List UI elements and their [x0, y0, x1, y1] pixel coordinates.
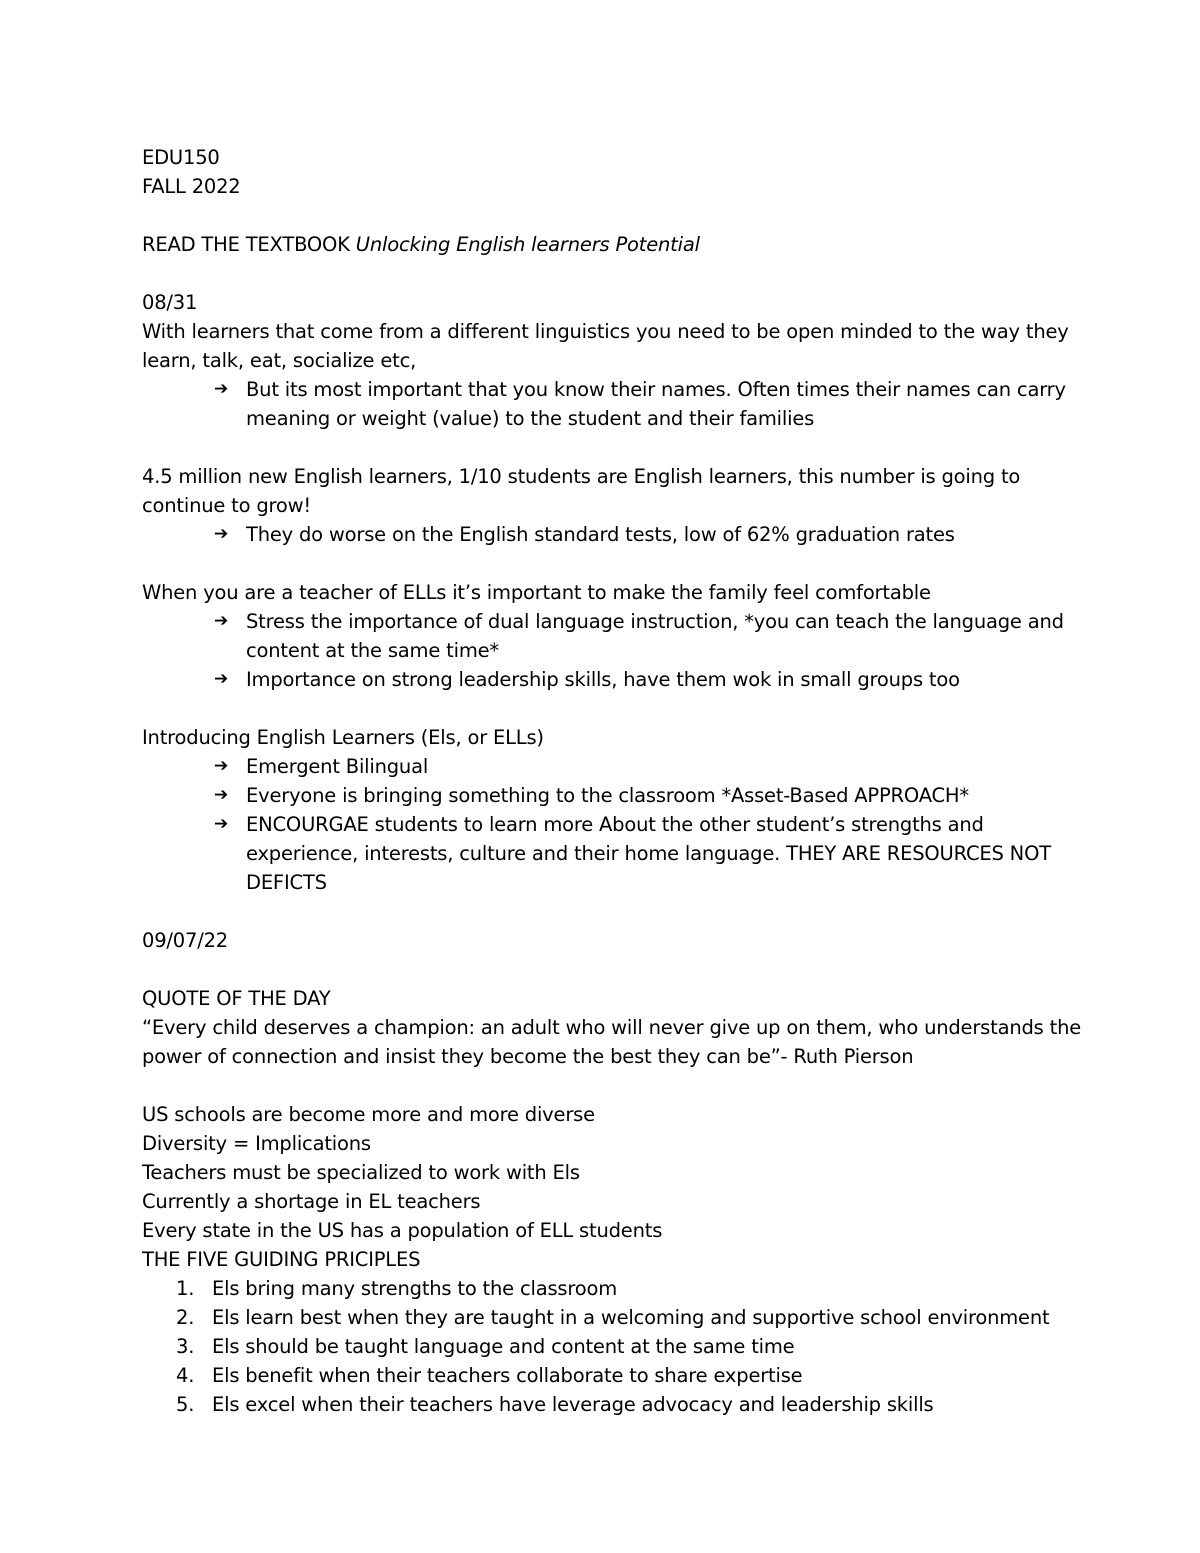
list-item-text: Emergent Bilingual	[246, 755, 429, 778]
term: FALL 2022	[142, 175, 241, 198]
fact-line: US schools are become more and more diverse	[142, 1103, 595, 1126]
paragraph-linguistics: With learners that come from a different linguistics you need to be open minded to the way they learn, talk, eat, socialize etc,	[142, 320, 1069, 372]
list-item	[142, 1332, 1082, 1361]
list-item	[142, 520, 1082, 549]
arrow-right-icon: ➔	[214, 814, 229, 834]
list-item-text: ENCOURGAE students to learn more About the other student’s strengths and experience, interests, culture and their home language. THEY ARE RESOURCES NOT DEFICTS	[246, 813, 1051, 894]
arrow-right-icon: ➔	[214, 379, 229, 399]
list-item	[142, 752, 1082, 781]
date-heading: 08/31	[142, 291, 198, 314]
quote-heading: QUOTE OF THE DAY	[142, 987, 331, 1010]
list-item-text: They do worse on the English standard tests, low of 62% graduation rates	[246, 523, 955, 546]
arrow-right-icon: ➔	[214, 611, 229, 631]
list-number: 2.	[176, 1306, 195, 1329]
list-item	[142, 1274, 1082, 1303]
spacer	[142, 259, 1082, 288]
spacer	[142, 433, 1082, 462]
arrow-right-icon: ➔	[214, 669, 229, 689]
course-code: EDU150	[142, 146, 220, 169]
fact-line: Every state in the US has a population of ELL students	[142, 1219, 663, 1242]
principles-heading: THE FIVE GUIDING PRICIPLES	[142, 1248, 421, 1271]
list-item	[142, 781, 1082, 810]
spacer	[142, 955, 1082, 984]
list-item	[142, 1390, 1082, 1419]
document-page	[142, 143, 1082, 1419]
paragraph-introducing-els: Introducing English Learners (Els, or ELLs)	[142, 726, 544, 749]
spacer	[142, 897, 1082, 926]
list-item	[142, 665, 1082, 694]
list-item	[142, 1361, 1082, 1390]
spacer	[142, 694, 1082, 723]
list-item	[142, 607, 1082, 665]
quote-text: “Every child deserves a champion: an adult who will never give up on them, who understands the power of connection and insist they become the best they can be”- Ruth Pierson	[142, 1016, 1082, 1068]
spacer	[142, 549, 1082, 578]
arrow-right-icon: ➔	[214, 756, 229, 776]
list-item-text: Importance on strong leadership skills, have them wok in small groups too	[246, 668, 960, 691]
paragraph-family: When you are a teacher of ELLs it’s important to make the family feel comfortable	[142, 581, 931, 604]
bullet-list	[142, 752, 1082, 897]
date-heading: 09/07/22	[142, 929, 228, 952]
bullet-list	[142, 520, 1082, 549]
list-item-text: Stress the importance of dual language instruction, *you can teach the language and content at the same time*	[246, 610, 1064, 662]
fact-line: Currently a shortage in EL teachers	[142, 1190, 481, 1213]
list-item	[142, 1303, 1082, 1332]
arrow-right-icon: ➔	[214, 785, 229, 805]
paragraph-statistics: 4.5 million new English learners, 1/10 students are English learners, this number is going to continue to grow!	[142, 465, 1021, 517]
list-number: 1.	[176, 1277, 195, 1300]
fact-line: Teachers must be specialized to work with Els	[142, 1161, 580, 1184]
principles-list	[142, 1274, 1082, 1419]
list-item-text: Everyone is bringing something to the classroom *Asset-Based APPROACH*	[246, 784, 969, 807]
spacer	[142, 201, 1082, 230]
list-item	[142, 810, 1082, 897]
reading-assignment	[142, 230, 1082, 259]
list-item-text: Els bring many strengths to the classroom	[212, 1277, 618, 1300]
arrow-right-icon: ➔	[214, 524, 229, 544]
spacer	[142, 1071, 1082, 1100]
list-item-text: Els benefit when their teachers collaborate to share expertise	[212, 1364, 803, 1387]
list-number: 3.	[176, 1335, 195, 1358]
bullet-list	[142, 607, 1082, 694]
list-item-text: Els excel when their teachers have leverage advocacy and leadership skills	[212, 1393, 934, 1416]
bullet-list	[142, 375, 1082, 433]
list-number: 4.	[176, 1364, 195, 1387]
list-number: 5.	[176, 1393, 195, 1416]
list-item-text: Els should be taught language and content at the same time	[212, 1335, 795, 1358]
reading-prefix: READ THE TEXTBOOK	[142, 233, 356, 256]
list-item-text: Els learn best when they are taught in a welcoming and supportive school environment	[212, 1306, 1050, 1329]
list-item	[142, 375, 1082, 433]
textbook-title: Unlocking English learners Potential	[355, 233, 700, 256]
list-item-text: But its most important that you know their names. Often times their names can carry meaning or weight (value) to the student and their families	[246, 378, 1066, 430]
fact-line: Diversity = Implications	[142, 1132, 371, 1155]
